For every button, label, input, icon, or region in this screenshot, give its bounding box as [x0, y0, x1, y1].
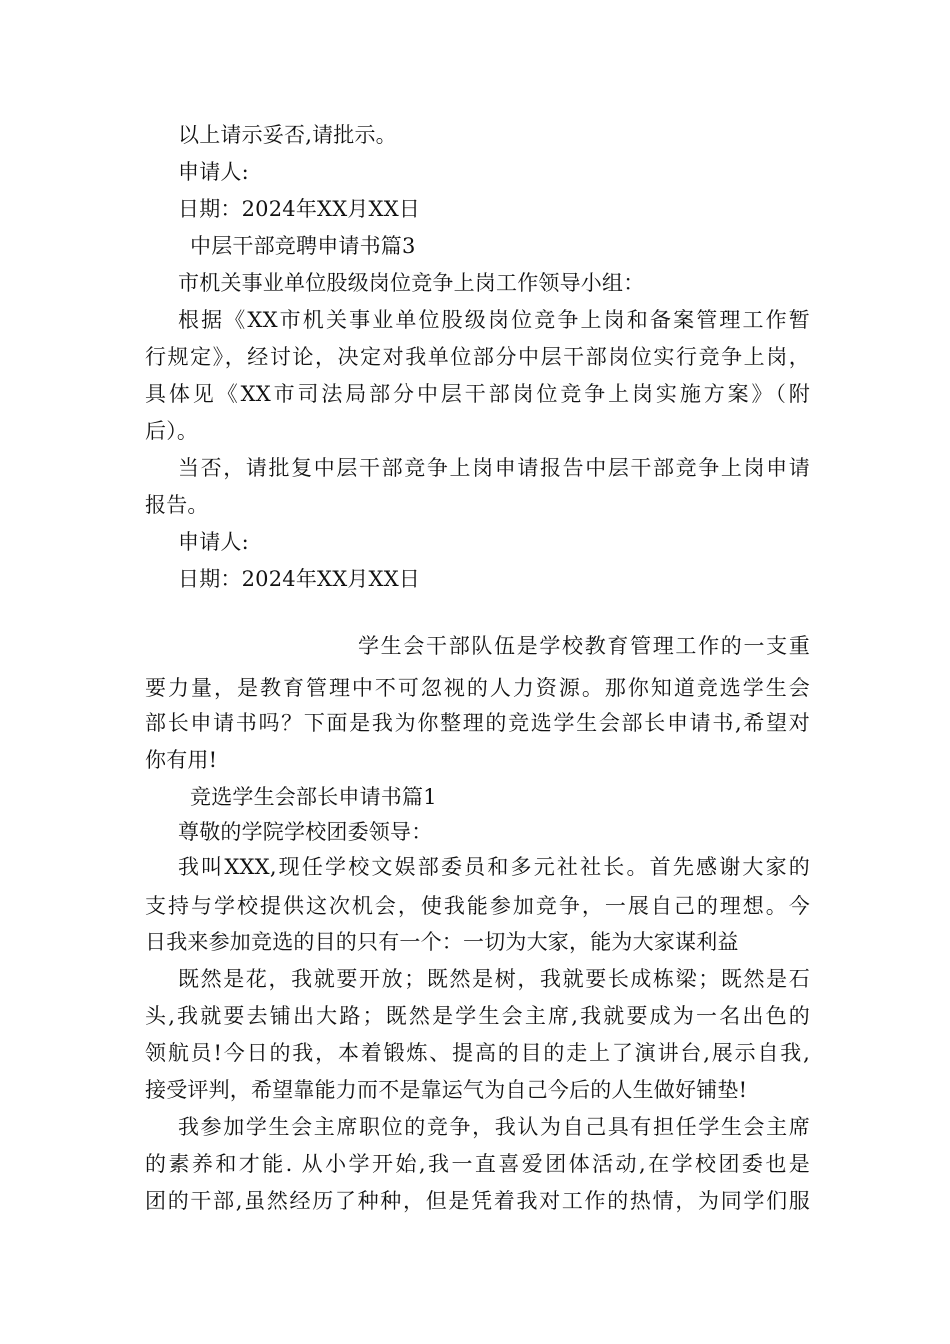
text-line: 的素养和才能. 从小学开始,我一直喜爱团体活动,在学校团委也是 — [145, 1152, 810, 1176]
section-heading: 中层干部竞聘申请书篇3 — [190, 234, 416, 258]
text-line: 后）。 — [145, 419, 199, 443]
text-line: 既然是花，我就要开放；既然是树，我就要长成栋梁；既然是石 — [178, 967, 810, 991]
salutation: 尊敬的学院学校团委领导： — [178, 820, 433, 844]
text-line: 学生会干部队伍是学校教育管理工作的一支重 — [358, 634, 810, 658]
text-line: 团的干部,虽然经历了种种，但是凭着我对工作的热情，为同学们服 — [145, 1189, 810, 1213]
text-line: 根据《XX市机关事业单位股级岗位竞争上岗和备案管理工作暂 — [178, 308, 810, 332]
text-line: 要力量，是教育管理中不可忽视的人力资源。那你知道竞选学生会 — [145, 676, 810, 700]
applicant-label: 申请人: — [178, 530, 249, 554]
text-line: 头,我就要去铺出大路；既然是学生会主席,我就要成为一名出色的 — [145, 1004, 810, 1028]
section-heading: 竞选学生会部长申请书篇1 — [190, 785, 437, 809]
text-line: 你有用! — [145, 748, 218, 772]
text-line: 支持与学校提供这次机会，使我能参加竞争，一展自己的理想。今 — [145, 894, 810, 918]
salutation: 市机关事业单位股级岗位竞争上岗工作领导小组： — [178, 271, 645, 295]
date-line: 日期：2024年XX月XX日 — [178, 197, 421, 221]
text-line: 部长申请书吗？下面是我为你整理的竞选学生会部长申请书,希望对 — [145, 711, 810, 735]
applicant-label: 申请人: — [178, 160, 249, 184]
text-line: 我叫XXX,现任学校文娱部委员和多元社社长。首先感谢大家的 — [178, 855, 810, 879]
text-line: 日我来参加竞选的目的只有一个：一切为大家，能为大家谋利益 — [145, 930, 739, 954]
text-line: 行规定》，经讨论，决定对我单位部分中层干部岗位实行竞争上岗， — [145, 345, 810, 369]
text-line: 接受评判，希望靠能力而不是靠运气为自己今后的人生做好铺垫! — [145, 1078, 748, 1102]
text-line: 报告。 — [145, 493, 209, 517]
date-line: 日期：2024年XX月XX日 — [178, 567, 421, 591]
text-line: 以上请示妥否,请批示。 — [178, 123, 397, 147]
text-line: 我参加学生会主席职位的竞争，我认为自己具有担任学生会主席 — [178, 1115, 810, 1139]
text-line: 领航员!今日的我，本着锻炼、提高的目的走上了演讲台,展示自我, — [145, 1041, 810, 1065]
text-line: 具体见《XX市司法局部分中层干部岗位竞争上岗实施方案》（附 — [145, 382, 810, 406]
text-line: 当否，请批复中层干部竞争上岗申请报告中层干部竞争上岗申请 — [178, 456, 810, 480]
